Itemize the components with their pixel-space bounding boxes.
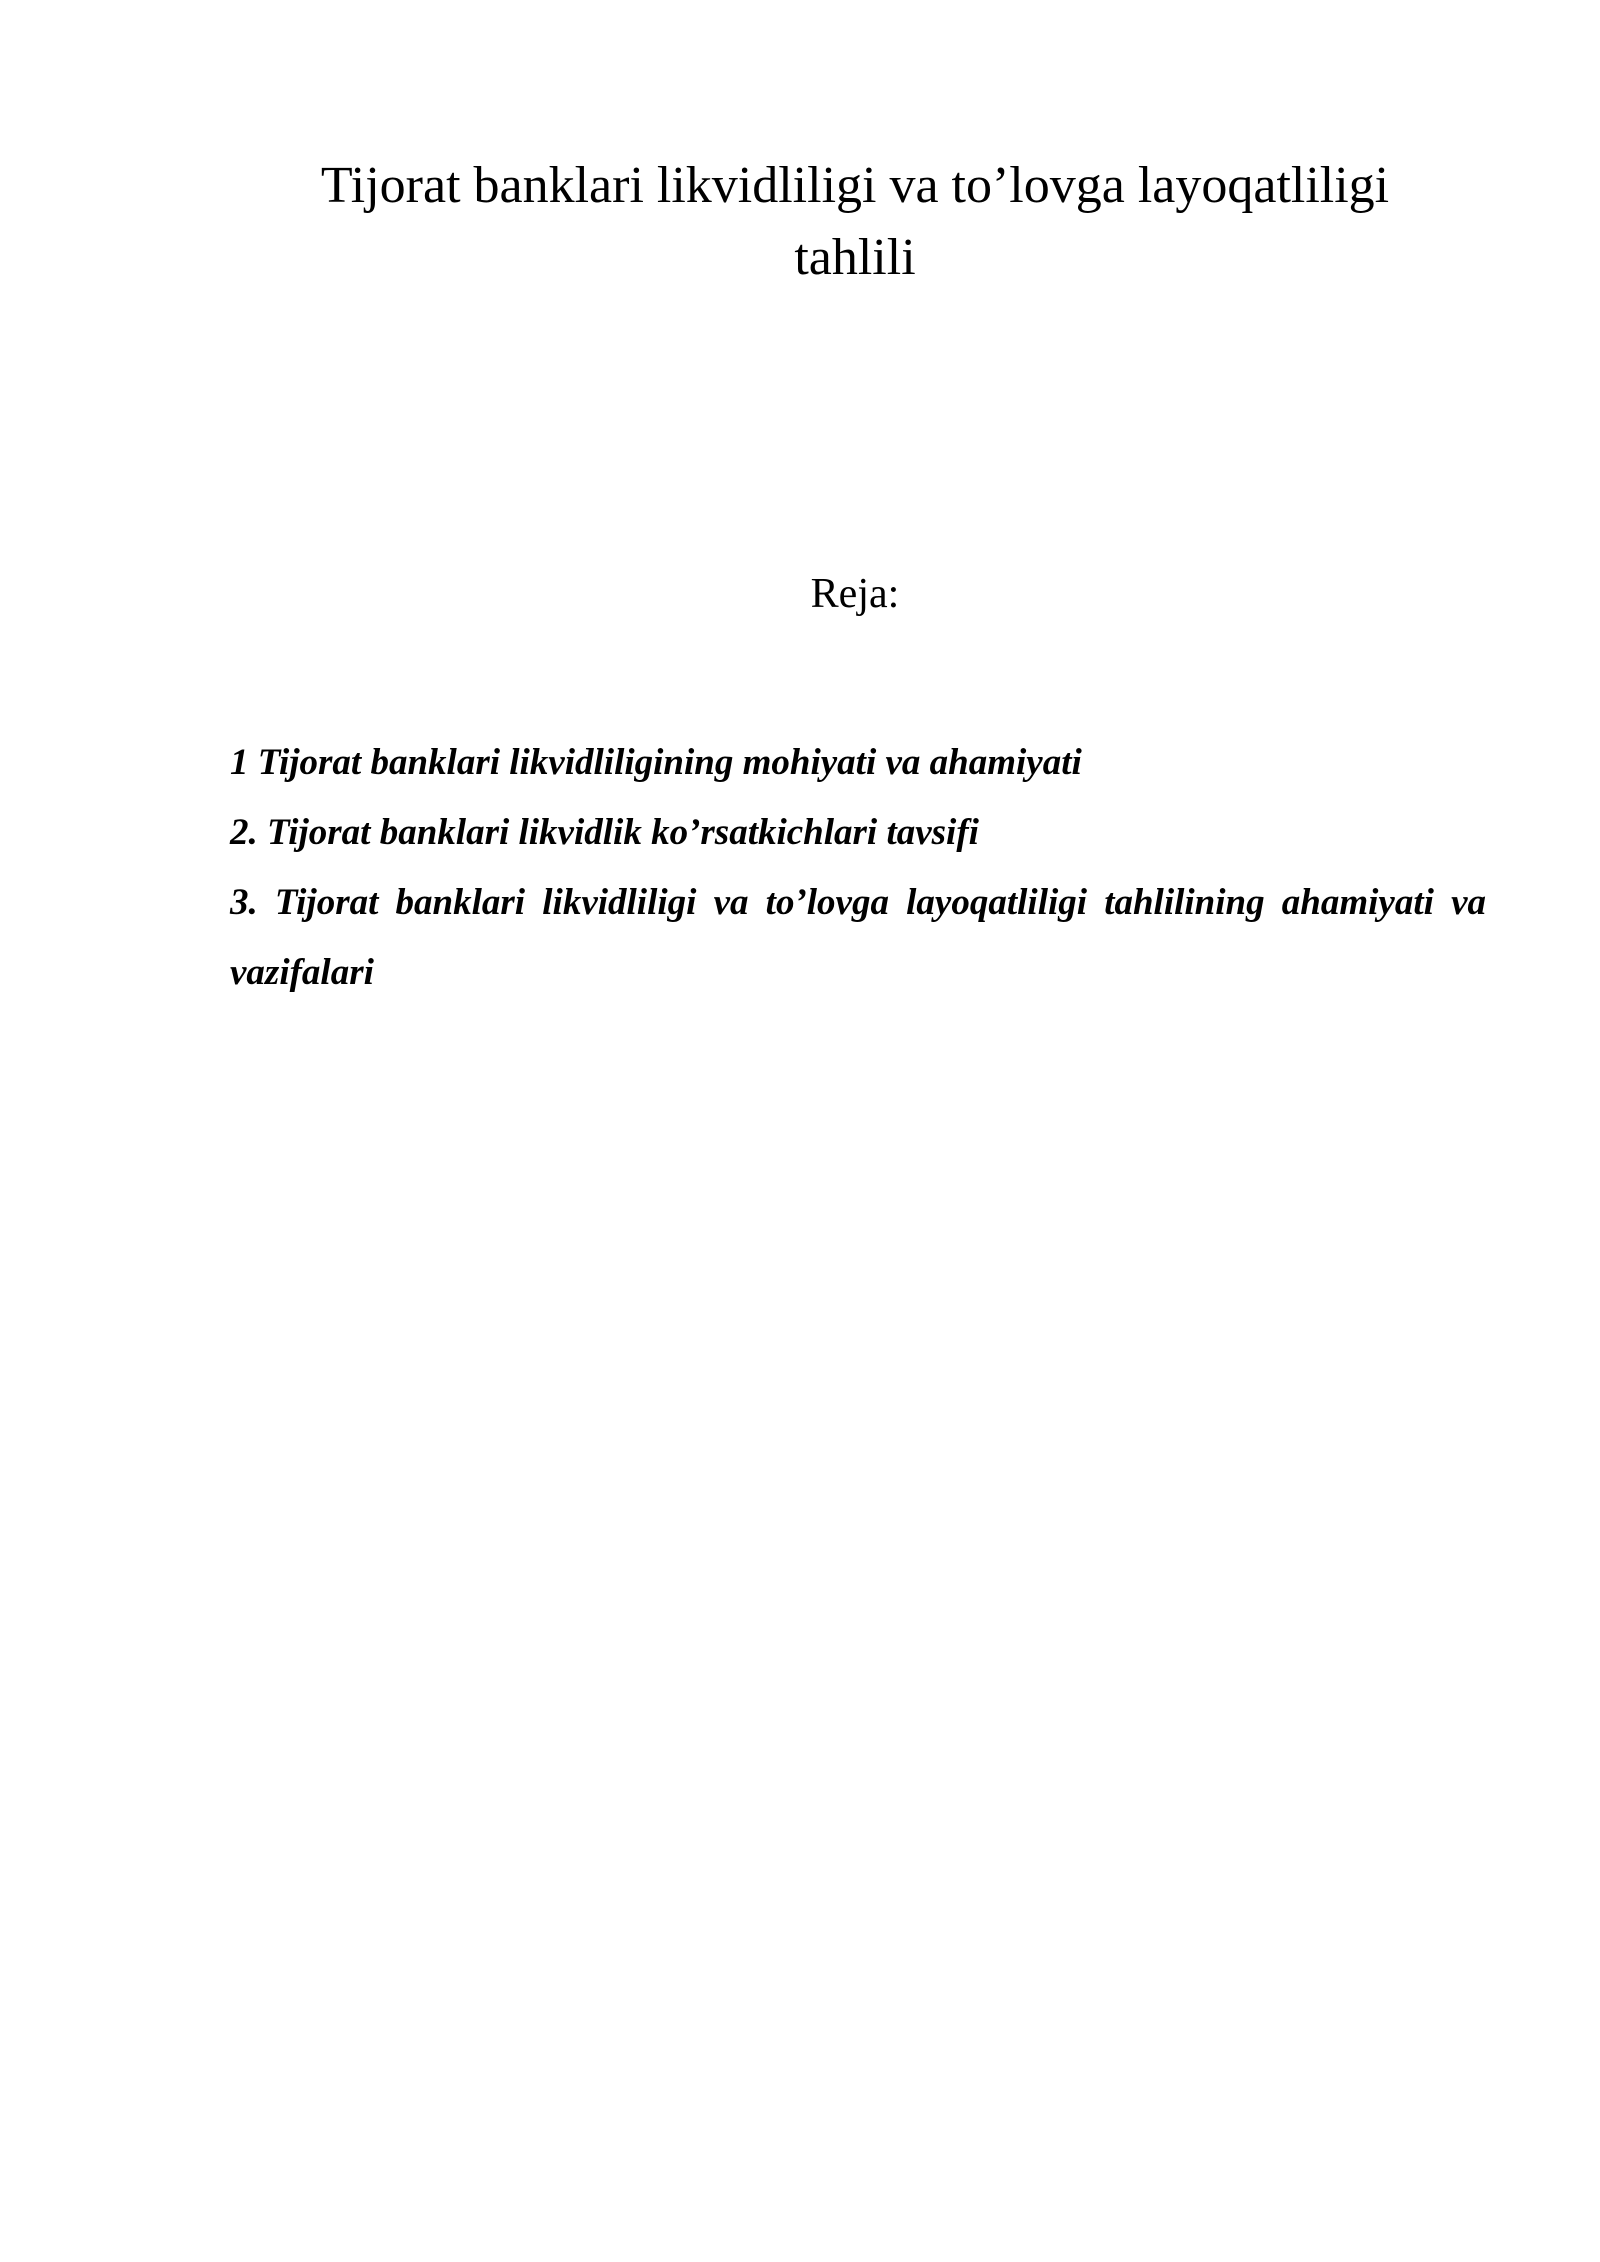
plan-list xyxy=(230,728,1486,1008)
document-title-line-2: tahlili xyxy=(794,229,916,286)
plan-item-1: 1 Tijorat banklari likvidliligining mohiyati va ahamiyati xyxy=(230,742,1082,783)
plan-heading: Reja: xyxy=(810,571,900,617)
document-title xyxy=(230,150,1480,294)
plan-item-2: 2. Tijorat banklari likvidlik ko’rsatkichlari tavsifi xyxy=(230,812,979,853)
document-title-line-1: Tijorat banklari likvidliligi va to’lovga layoqatliligi xyxy=(320,157,1390,214)
plan-item-3: 3. Tijorat banklari likvidliligi va to’lovga layoqatliligi tahlilining ahamiyati va vazifalari xyxy=(230,882,1486,993)
